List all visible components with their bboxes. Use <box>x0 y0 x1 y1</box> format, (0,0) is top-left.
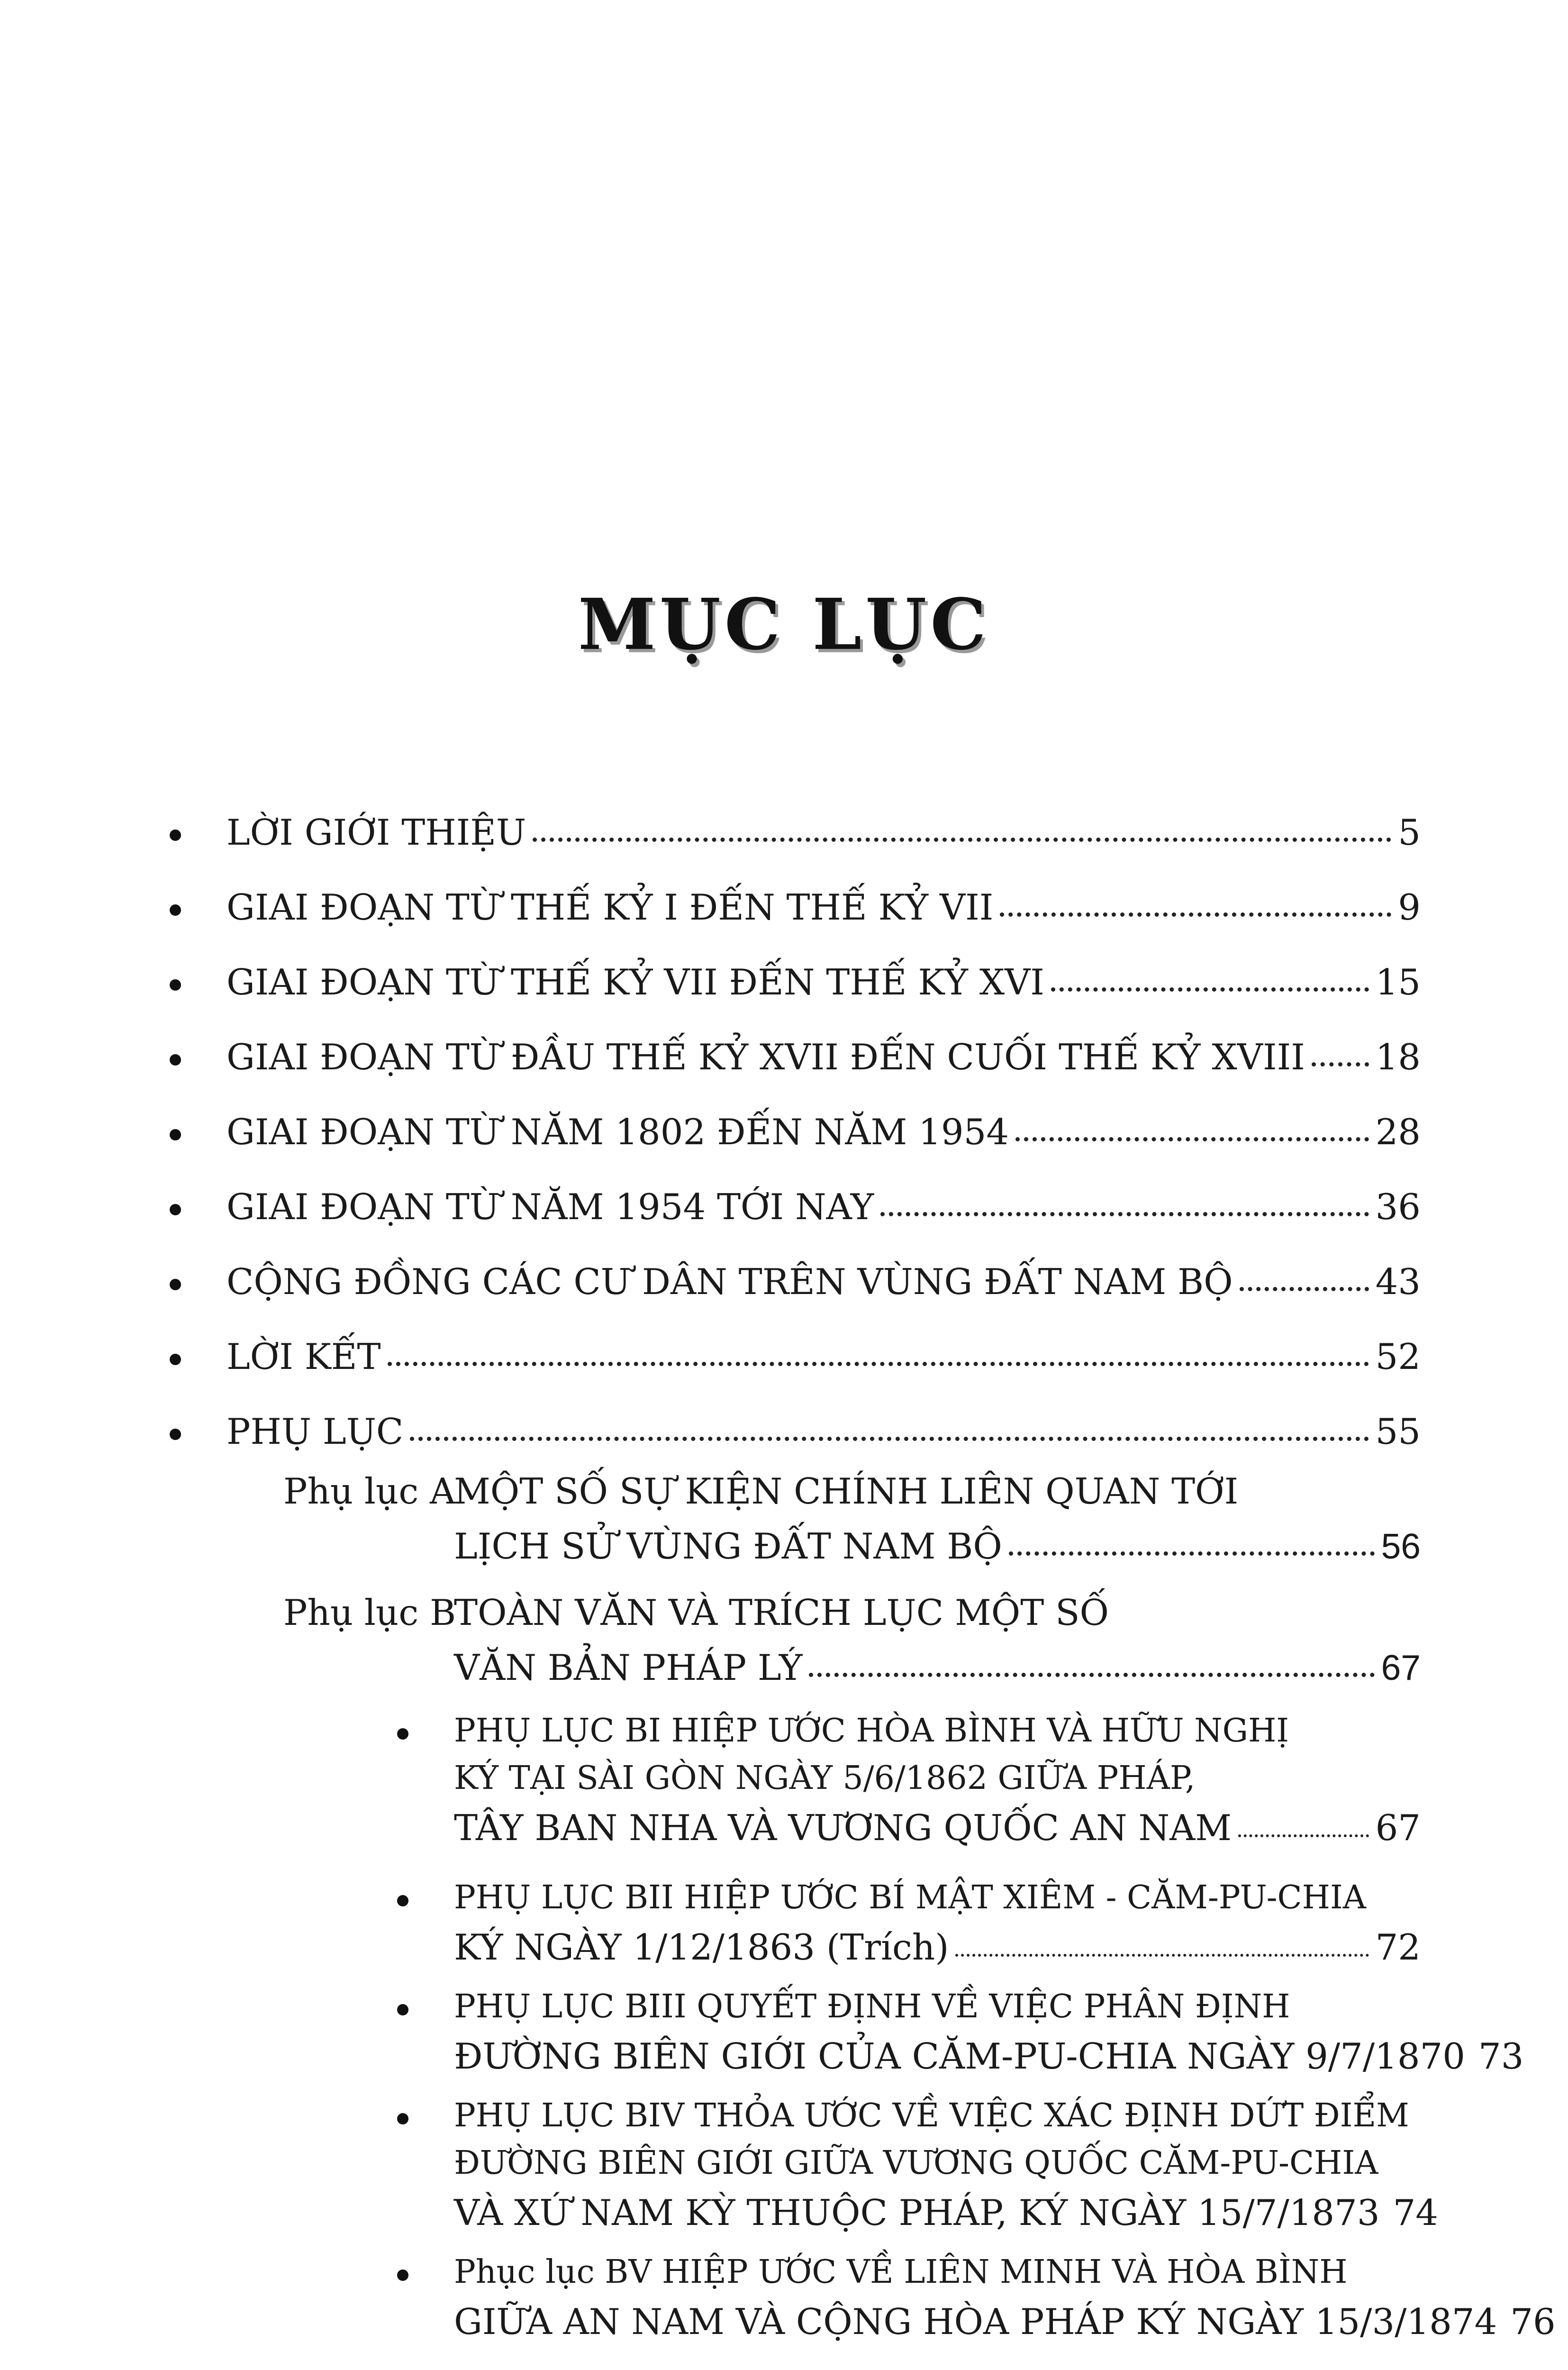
appendix-prefix: Phụ lục B <box>283 1592 456 1633</box>
appendix-title-line: LỊCH SỬ VÙNG ĐẤT NAM BỘ <box>454 1525 1002 1567</box>
dot-leader <box>809 1673 1374 1677</box>
bullet-icon <box>170 979 181 991</box>
bullet-icon <box>170 1279 181 1290</box>
appendix-title-line: MỘT SỐ SỰ KIỆN CHÍNH LIÊN QUAN TỚI <box>454 1470 1239 1512</box>
sub-entry-line: ĐƯỜNG BIÊN GIỚI CỦA CĂM-PU-CHIA NGÀY 9/7/1870 <box>454 2035 1465 2077</box>
toc-entry[interactable] <box>227 1411 1421 1452</box>
sub-entry-line: PHỤ LỤC BIII QUYẾT ĐỊNH VỀ VIỆC PHÂN ĐỊNH <box>454 1988 1290 2025</box>
toc-entry-page: 72 <box>1375 1926 1421 1968</box>
toc-entry-label: GIAI ĐOẠN TỪ THẾ KỶ VII ĐẾN THẾ KỶ XVI <box>227 961 1044 1003</box>
toc-entry-page: 74 <box>1393 2192 1439 2233</box>
toc-entry-page: 52 <box>1375 1336 1421 1377</box>
sub-entry-line: KÝ TẠI SÀI GÒN NGÀY 5/6/1862 GIỮA PHÁP, <box>454 1759 1196 1797</box>
toc-entry-page: 5 <box>1398 811 1421 853</box>
toc-entry[interactable] <box>227 1336 1421 1377</box>
toc-entry[interactable] <box>227 1186 1421 1228</box>
toc-entry-label: LỜI KẾT <box>227 1336 381 1377</box>
toc-entry[interactable] <box>227 1111 1421 1153</box>
appendix-title-line: VĂN BẢN PHÁP LÝ <box>454 1647 803 1688</box>
toc-entry-label: CỘNG ĐỒNG CÁC CƯ DÂN TRÊN VÙNG ĐẤT NAM BỘ <box>227 1261 1233 1303</box>
toc-entry-label: GIAI ĐOẠN TỪ THẾ KỶ I ĐẾN THẾ KỶ VII <box>227 886 994 928</box>
sub-entry-line: GIỮA AN NAM VÀ CỘNG HÒA PHÁP KÝ NGÀY 15/3/1874 <box>454 2301 1497 2343</box>
sub-entry-line: PHỤ LỤC BII HIỆP ƯỚC BÍ MẬT XIÊM - CĂM-PU-CHIA <box>454 1879 1366 1916</box>
sub-entry-line: ĐƯỜNG BIÊN GIỚI GIỮA VƯƠNG QUỐC CĂM-PU-CHIA <box>454 2144 1378 2182</box>
bullet-icon <box>397 1895 408 1906</box>
bullet-icon <box>397 1728 408 1740</box>
toc-entry-page: 55 <box>1375 1411 1421 1452</box>
sub-entry-line: PHỤ LỤC BIV THỎA ƯỚC VỀ VIỆC XÁC ĐỊNH DỨT ĐIỂM <box>454 2097 1409 2134</box>
toc-entry-label: GIAI ĐOẠN TỪ NĂM 1802 ĐẾN NĂM 1954 <box>227 1111 1009 1153</box>
sub-entry-line: Phục lục BV HIỆP ƯỚC VỀ LIÊN MINH VÀ HÒA BÌNH <box>454 2253 1348 2291</box>
bullet-icon <box>170 1354 181 1365</box>
sub-entry-line: PHỤ LỤC BI HIỆP ƯỚC HÒA BÌNH VÀ HỮU NGHỊ <box>454 1712 1289 1750</box>
sub-entry-last-line <box>454 2301 1556 2343</box>
toc-entry[interactable] <box>227 1261 1421 1303</box>
bullet-icon <box>170 1129 181 1140</box>
appendix-entry[interactable] <box>454 1647 1421 1688</box>
sub-entry-line: KÝ NGÀY 1/12/1863 (Trích) <box>454 1926 949 1968</box>
toc-entry-page: 76 <box>1510 2301 1556 2343</box>
bullet-icon <box>170 904 181 916</box>
sub-entry-last-line <box>454 1926 1421 1968</box>
toc-entry-page: 28 <box>1375 1111 1421 1153</box>
appendix-prefix: Phụ lục A <box>283 1470 456 1512</box>
toc-entry-page: 67 <box>1381 1648 1421 1687</box>
dot-leader <box>388 1362 1369 1366</box>
dot-leader <box>955 1954 1369 1957</box>
bullet-icon <box>170 830 181 841</box>
bullet-icon <box>170 1429 181 1440</box>
bullet-icon <box>397 2270 408 2281</box>
dot-leader <box>1015 1137 1369 1141</box>
bullet-icon <box>170 1204 181 1215</box>
dot-leader <box>533 838 1391 842</box>
toc-entry[interactable] <box>227 886 1421 928</box>
toc-entry[interactable] <box>227 811 1421 853</box>
dot-leader <box>1238 1834 1369 1837</box>
dot-leader <box>880 1212 1369 1216</box>
toc-entry-page: 9 <box>1398 886 1421 928</box>
dot-leader <box>1312 1062 1369 1066</box>
toc-entry-page: 18 <box>1375 1036 1421 1078</box>
toc-entry-label: GIAI ĐOẠN TỪ NĂM 1954 TỚI NAY <box>227 1186 874 1228</box>
toc-entry-page: 56 <box>1381 1526 1421 1566</box>
dot-leader <box>1240 1287 1369 1291</box>
sub-entry-line: VÀ XỨ NAM KỲ THUỘC PHÁP, KÝ NGÀY 15/7/1873 <box>454 2192 1380 2233</box>
dot-leader <box>1051 987 1369 992</box>
dot-leader <box>410 1437 1369 1441</box>
bullet-icon <box>397 2113 408 2124</box>
toc-entry-page: 15 <box>1375 961 1421 1003</box>
sub-entry-line: TÂY BAN NHA VÀ VƯƠNG QUỐC AN NAM <box>454 1807 1232 1849</box>
sub-entry-last-line <box>454 2192 1439 2233</box>
toc-entry[interactable] <box>227 961 1421 1003</box>
toc-entry-label: LỜI GIỚI THIỆU <box>227 811 526 853</box>
bullet-icon <box>170 1054 181 1066</box>
toc-entry[interactable] <box>227 1036 1421 1078</box>
toc-entry-label: GIAI ĐOẠN TỪ ĐẦU THẾ KỶ XVII ĐẾN CUỐI THẾ KỶ XVIII <box>227 1036 1305 1078</box>
sub-entry-last-line <box>454 2035 1524 2077</box>
toc-entry-page: 43 <box>1375 1261 1421 1303</box>
toc-entry-page: 36 <box>1375 1186 1421 1228</box>
toc-entry-page: 73 <box>1478 2035 1524 2077</box>
bullet-icon <box>397 2004 408 2015</box>
toc-entry-label: PHỤ LỤC <box>227 1411 404 1452</box>
sub-entry-last-line <box>454 1807 1421 1849</box>
dot-leader <box>1000 912 1391 917</box>
page-title: MỤC LỤC <box>578 583 990 665</box>
toc-entry-page: 67 <box>1375 1807 1421 1849</box>
dot-leader <box>1009 1551 1375 1556</box>
appendix-entry[interactable] <box>454 1525 1421 1567</box>
appendix-title-line: TOÀN VĂN VÀ TRÍCH LỤC MỘT SỐ <box>454 1592 1109 1633</box>
